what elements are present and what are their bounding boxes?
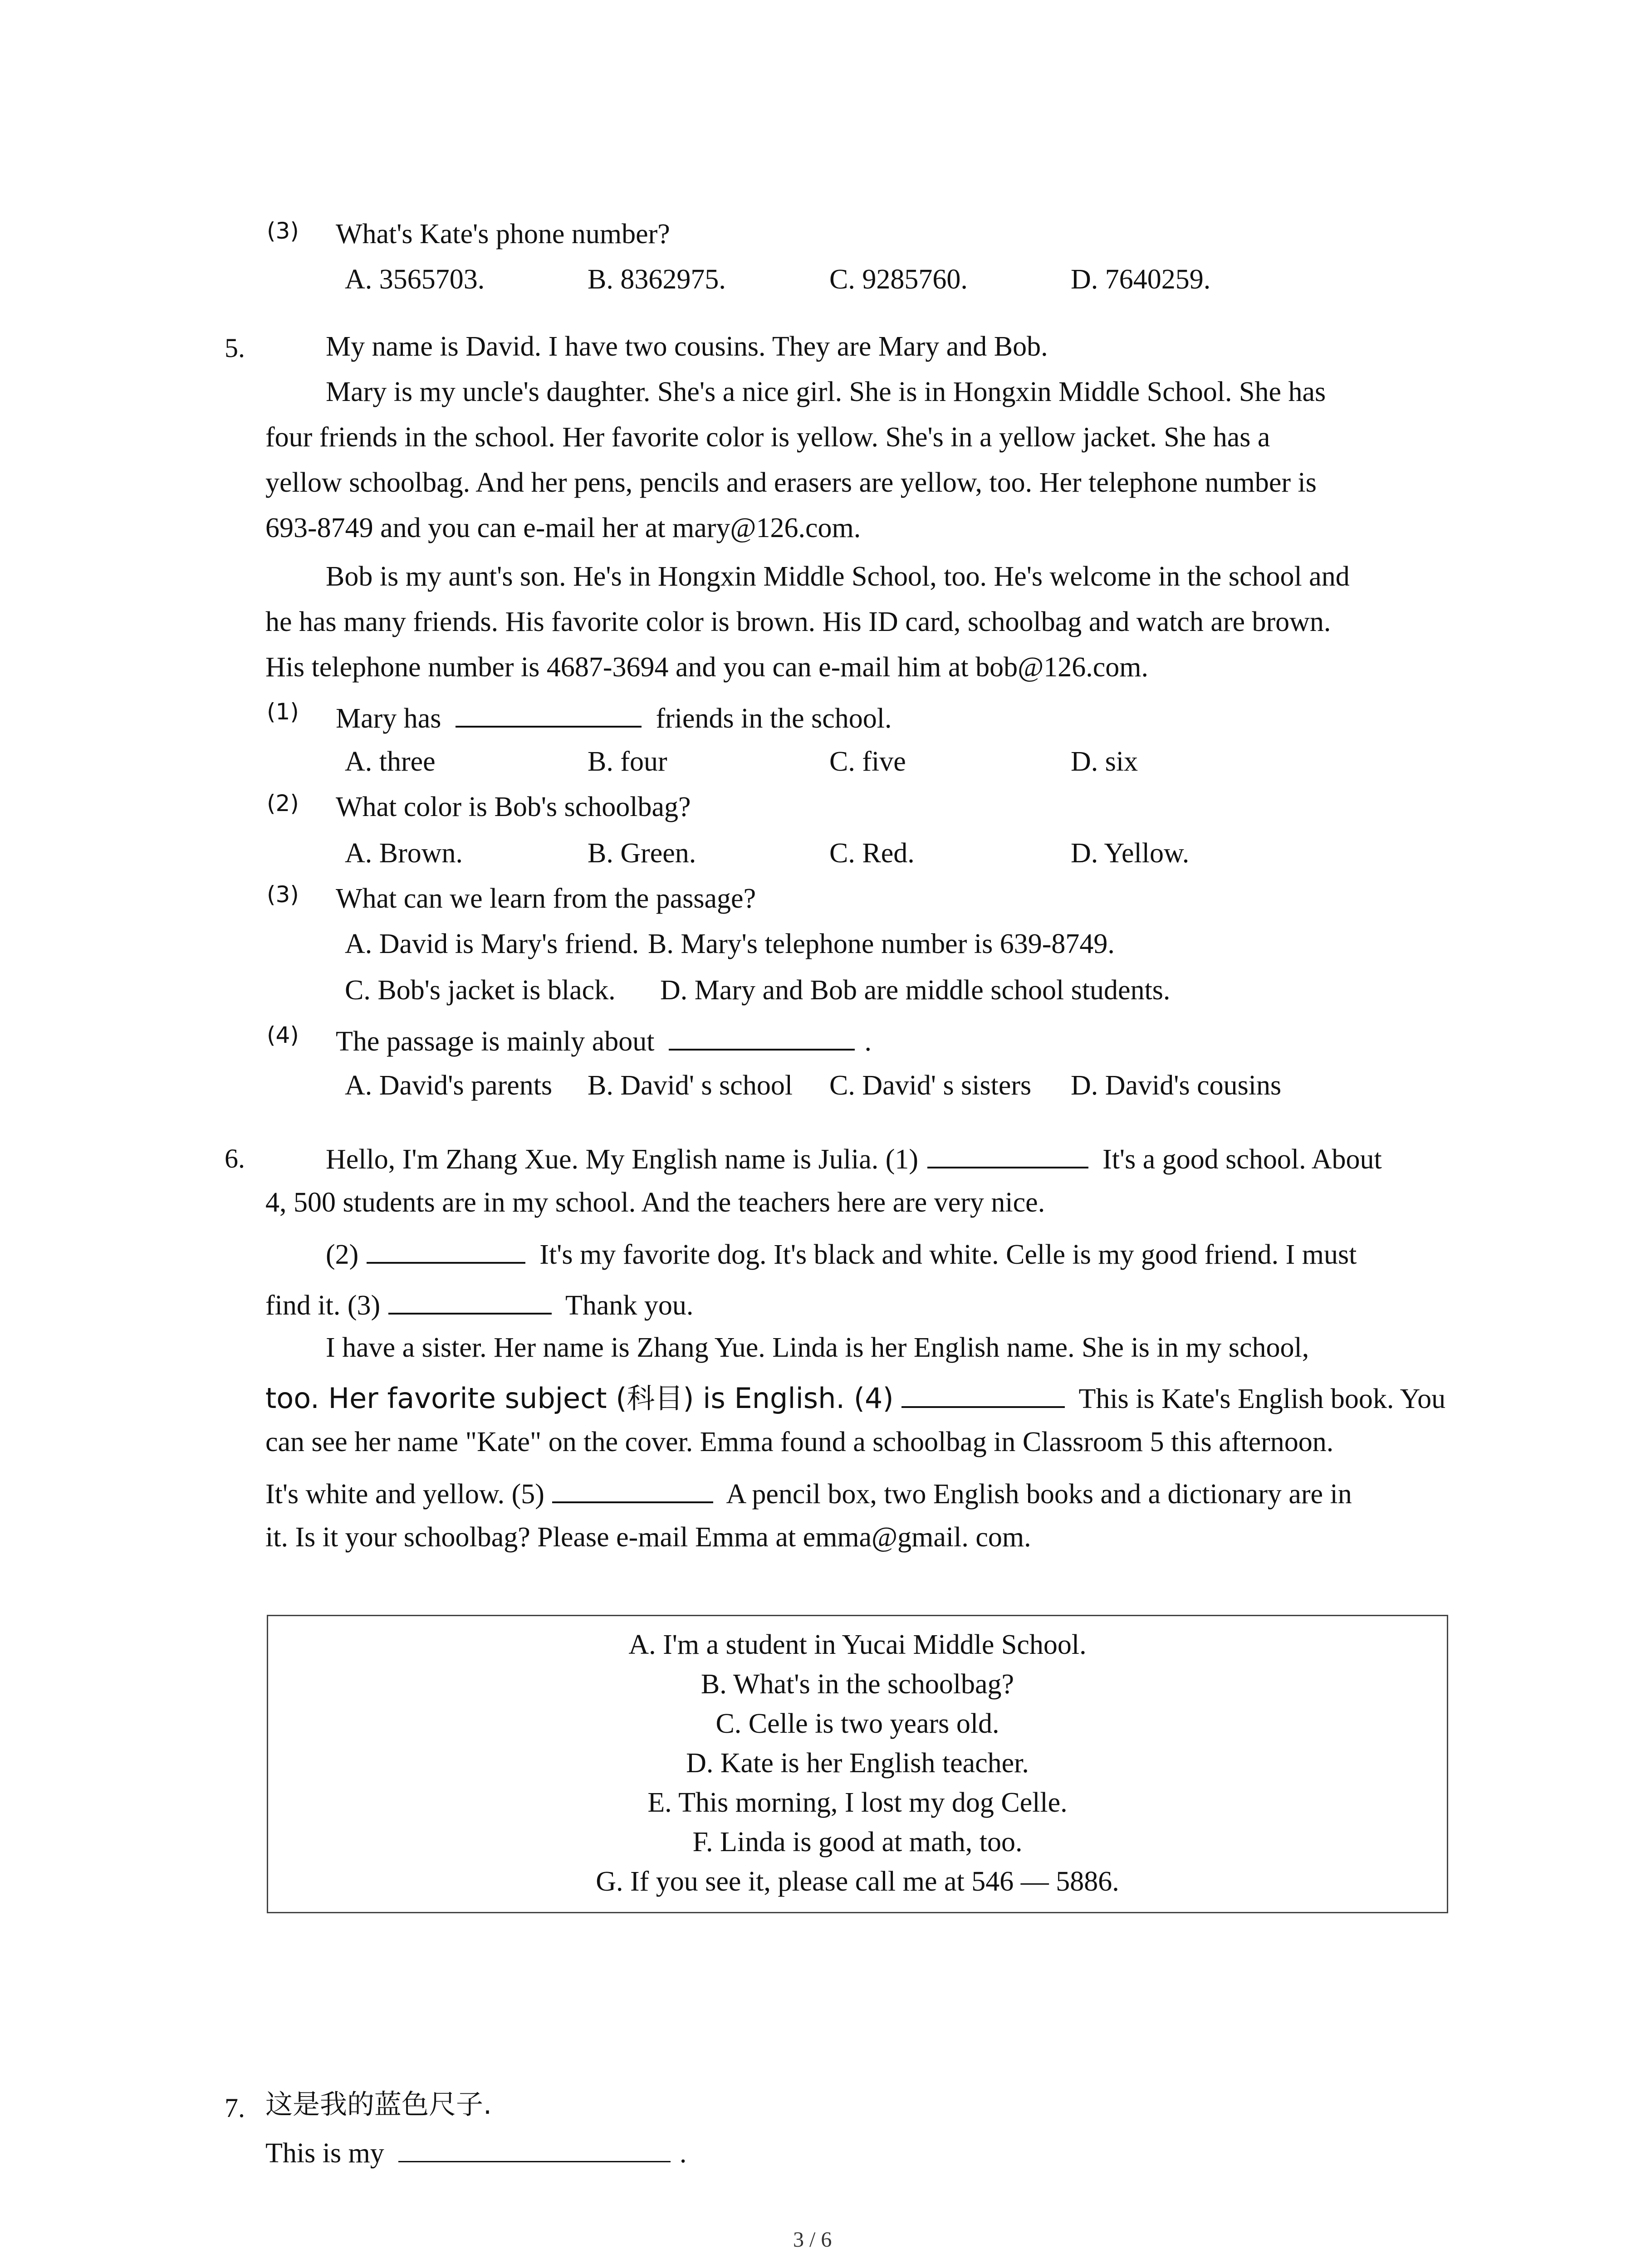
q5-sub3-option-b: B. Mary's telephone number is 639-8749. <box>648 929 1115 959</box>
q6-box-option-f: F. Linda is good at math, too. <box>692 1827 1023 1857</box>
q6-line-3 <box>326 1238 1357 1269</box>
q5-passage-line: My name is David. I have two cousins. They are Mary and Bob. <box>326 331 1048 362</box>
q6-line-1 <box>326 1143 1382 1173</box>
q5-sub2-option-d: D. Yellow. <box>1071 838 1190 869</box>
q5-passage-line: Bob is my aunt's son. He's in Hongxin Middle School, too. He's welcome in the school and <box>326 561 1350 592</box>
q6-box-option-e: E. This morning, I lost my dog Celle. <box>647 1787 1068 1818</box>
q5-sub2-number: (2) <box>267 790 299 816</box>
q5-sub3-option-c: C. Bob's jacket is black. <box>345 975 616 1006</box>
q5-sub1-number: (1) <box>267 699 299 725</box>
q5-sub3-question: What can we learn from the passage? <box>336 883 756 914</box>
q5-sub4-answer-blank[interactable] <box>669 1025 855 1051</box>
q5-sub2-question: What color is Bob's schoolbag? <box>336 792 691 822</box>
q5-sub4-option-c: C. David' s sisters <box>829 1070 1032 1101</box>
q6-box-option-b: B. What's in the schoolbag? <box>700 1669 1014 1700</box>
q5-passage-line: Mary is my uncle's daughter. She's a nice girl. She is in Hongxin Middle School. She has <box>326 376 1326 407</box>
q4-sub3-option-d: D. 7640259. <box>1071 264 1211 295</box>
q7-answer-end: . <box>679 2138 687 2169</box>
q6-blank-4[interactable] <box>901 1383 1065 1408</box>
q5-sub4-question-end: . <box>864 1026 872 1057</box>
q5-sub2-option-b: B. Green. <box>588 838 696 869</box>
q5-passage-line: 693-8749 and you can e-mail her at mary@126.com. <box>265 513 861 543</box>
q4-sub3-option-b: B. 8362975. <box>588 264 726 295</box>
q6-blank-5[interactable] <box>552 1478 713 1503</box>
q7-number: 7. <box>225 2093 245 2123</box>
q6-line-6-start: too. Her favorite subject (科目) is English. (4) <box>265 1382 894 1415</box>
q5-sub4-option-d: D. David's cousins <box>1071 1070 1282 1101</box>
q6-line-4-start: find it. (3) <box>265 1290 381 1321</box>
q5-passage-line: His telephone number is 4687-3694 and you can e-mail him at bob@126.com. <box>265 652 1148 683</box>
q6-line-3-end: It's my favorite dog. It's black and white. Celle is my good friend. I must <box>539 1239 1357 1270</box>
q6-line-6 <box>265 1383 1445 1413</box>
q5-sub1-question <box>336 702 892 733</box>
q6-box-option-a: A. I'm a student in Yucai Middle School. <box>628 1629 1087 1660</box>
q6-line-2: 4, 500 students are in my school. And the teachers here are very nice. <box>265 1187 1045 1218</box>
q6-options-box <box>267 1615 1448 1913</box>
q6-box-option-c: C. Celle is two years old. <box>715 1708 999 1739</box>
q5-sub4-question-start: The passage is mainly about <box>336 1026 655 1057</box>
q5-sub3-option-d: D. Mary and Bob are middle school students. <box>660 975 1171 1006</box>
q5-passage-line: yellow schoolbag. And her pens, pencils and erasers are yellow, too. Her telephone number is <box>265 467 1317 498</box>
q5-sub4-question <box>336 1025 872 1056</box>
q6-box-option-g: G. If you see it, please call me at 546 — 5886. <box>596 1866 1119 1897</box>
q6-blank-3[interactable] <box>388 1289 552 1315</box>
q7-answer-start: This is my <box>265 2138 384 2169</box>
q6-line-8-end: A pencil box, two English books and a dictionary are in <box>726 1479 1352 1510</box>
q5-sub2-option-c: C. Red. <box>829 838 915 869</box>
page-number: 3 / 6 <box>793 2228 832 2252</box>
q5-sub3-option-a: A. David is Mary's friend. <box>345 929 639 959</box>
q4-sub3-number: (3) <box>267 218 299 244</box>
q6-line-8 <box>265 1478 1352 1508</box>
q5-sub4-number: (4) <box>267 1022 299 1048</box>
q5-sub1-option-d: D. six <box>1071 746 1138 777</box>
q5-sub2-option-a: A. Brown. <box>345 838 463 869</box>
q6-line-4 <box>265 1289 693 1320</box>
q4-sub3-option-c: C. 9285760. <box>829 264 968 295</box>
q6-line-4-end: Thank you. <box>565 1290 694 1321</box>
q4-sub3-question: What's Kate's phone number? <box>336 219 670 249</box>
q7-prompt: 这是我的蓝色尺子. <box>265 2089 492 2121</box>
q7-answer-blank[interactable] <box>398 2137 671 2162</box>
q7-answer-line <box>265 2137 686 2167</box>
q5-sub4-option-a: A. David's parents <box>345 1070 553 1101</box>
q5-passage-line: he has many friends. His favorite color is brown. His ID card, schoolbag and watch are brown. <box>265 606 1331 637</box>
q6-number: 6. <box>225 1144 245 1173</box>
q6-line-3-start: (2) <box>326 1239 359 1270</box>
q5-sub4-option-b: B. David' s school <box>588 1070 793 1101</box>
q4-sub3-option-a: A. 3565703. <box>345 264 485 295</box>
q6-line-8-start: It's white and yellow. (5) <box>265 1479 544 1510</box>
q6-blank-1[interactable] <box>927 1143 1088 1168</box>
q5-passage-line: four friends in the school. Her favorite color is yellow. She's in a yellow jacket. She has a <box>265 422 1270 453</box>
q5-sub1-option-c: C. five <box>829 746 906 777</box>
q6-line-7: can see her name "Kate" on the cover. Emma found a schoolbag in Classroom 5 this afternoon. <box>265 1427 1334 1457</box>
q5-number: 5. <box>225 333 245 363</box>
q5-sub3-number: (3) <box>267 881 299 908</box>
q5-sub1-answer-blank[interactable] <box>456 702 642 728</box>
q6-line-1-start: Hello, I'm Zhang Xue. My English name is Julia. (1) <box>326 1144 919 1175</box>
q5-sub1-question-end: friends in the school. <box>656 703 892 734</box>
q6-line-6-end: This is Kate's English book. You <box>1078 1383 1446 1414</box>
q5-sub1-question-start: Mary has <box>336 703 441 734</box>
q6-box-option-d: D. Kate is her English teacher. <box>686 1748 1029 1779</box>
q5-sub1-option-b: B. four <box>588 746 667 777</box>
q6-blank-2[interactable] <box>367 1238 525 1264</box>
q6-line-5: I have a sister. Her name is Zhang Yue. Linda is her English name. She is in my school, <box>326 1332 1309 1363</box>
q6-line-9: it. Is it your schoolbag? Please e-mail Emma at emma@gmail. com. <box>265 1522 1031 1553</box>
q5-sub1-option-a: A. three <box>345 746 436 777</box>
q6-line-1-end: It's a good school. About <box>1102 1144 1382 1175</box>
